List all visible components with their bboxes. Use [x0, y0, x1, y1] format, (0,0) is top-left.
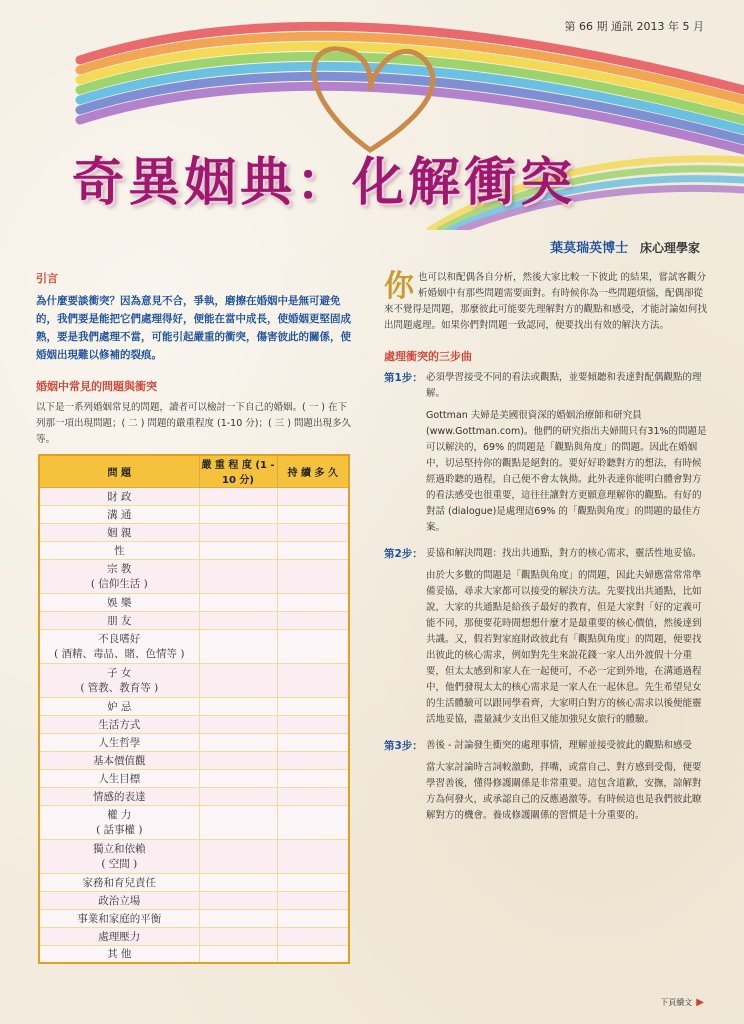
issue-cell — [39, 805, 199, 839]
issue-line: 子 女 — [107, 667, 132, 679]
duration-cell[interactable] — [277, 805, 349, 839]
author-role: 床心理學家 — [639, 241, 700, 255]
duration-cell[interactable] — [277, 629, 349, 663]
severity-cell[interactable] — [199, 715, 277, 733]
severity-cell[interactable] — [199, 611, 277, 629]
issue-line: 獨立和依賴 — [93, 843, 146, 855]
issue-cell — [39, 559, 199, 593]
issue-line: 溝 通 — [107, 508, 132, 521]
intro-heading: 引言 — [36, 272, 58, 285]
issue-line: 其 他 — [107, 948, 132, 961]
duration-cell[interactable] — [277, 839, 349, 873]
table-row — [39, 541, 349, 559]
step-3-text: 善後 - 討論發生衝突的處理事情，理解並接受彼此的觀點和感受 — [426, 740, 692, 751]
table-header-issue: 問 題 — [39, 455, 199, 487]
issue-line: ( 信仰生活 ) — [90, 578, 148, 590]
severity-cell[interactable] — [199, 769, 277, 787]
table-header-duration: 持 續 多 久 — [277, 455, 349, 487]
step-2 — [384, 546, 710, 562]
duration-cell[interactable] — [277, 733, 349, 751]
step-1-text: 必須學習接受不同的看法或觀點，並要傾聽和表達對配偶觀點的理解。 — [426, 372, 702, 399]
issue-cell — [39, 839, 199, 873]
severity-cell[interactable] — [199, 487, 277, 505]
issue-cell — [39, 715, 199, 733]
step-2-detail: 由於大多數的問題是「觀點與角度」的問題，因此夫婦應當常常準備妥協，尋求大家都可以接受的解決方法。先要找出共通點，比如說，大家的共通點是給孩子最好的教育，但是大家對「好的定義可能不同，那便要花時間想想什麼才是最重要的核心價值，然後達到共識。又，假若對家庭財政彼此有「觀點與角度」的問題，便要找出彼此的核心需求，例如對先生來說花錢一家人出外渡假十分重要，但太太感到和家人在一起便可，不必一定到外地，在溝通過程中，他們發現太太的核心需求是一家人在一起休息。先生希望兒女的生活體驗可以跟同學看齊，大家明白對方的核心需求以後便能靈活地妥協，盡量減少支出但又能加強兒女旅行的體驗。 — [426, 570, 702, 725]
duration-cell[interactable] — [277, 927, 349, 945]
step-1 — [384, 370, 710, 402]
duration-cell[interactable] — [277, 663, 349, 697]
issue-info: 第 66 期 通訊 2013 年 5 月 — [564, 20, 704, 33]
duration-cell[interactable] — [277, 523, 349, 541]
issue-line: 基本價值觀 — [93, 754, 146, 767]
continued-link[interactable] — [660, 997, 704, 1008]
issue-cell — [39, 541, 199, 559]
issue-cell — [39, 593, 199, 611]
severity-cell[interactable] — [199, 927, 277, 945]
issue-line: 朋 友 — [107, 614, 132, 627]
issue-line: 妒 忌 — [107, 700, 132, 713]
severity-cell[interactable] — [199, 787, 277, 805]
issue-line: 政治立場 — [98, 894, 141, 907]
issue-line: 不良嗜好 — [98, 633, 141, 645]
issue-line: 事業和家庭的平衡 — [77, 912, 162, 925]
duration-cell[interactable] — [277, 697, 349, 715]
common-text: 以下是一系列婚姻常見的問題，讀者可以檢討一下自己的婚姻。( 一 ) 在下列那一項出現問題；( 二 ) 問題的嚴重程度 (1-10 分)；( 三 ) 問題出現多久等。 — [36, 402, 351, 445]
issue-line: 財 政 — [107, 490, 132, 503]
issue-cell — [39, 663, 199, 697]
table-row — [39, 873, 349, 891]
severity-cell[interactable] — [199, 873, 277, 891]
intro-text: 為什麼要談衝突？因為意見不合，爭執，磨擦在婚姻中是無可避免的，我們要是能把它們處理得好，便能在當中成長，使婚姻更堅固成熟，要是我們處理不當，可能引起嚴重的衝突，傷害彼此的關係，使婚姻出現難以修補的裂痕。 — [36, 295, 351, 361]
table-row — [39, 559, 349, 593]
author-name: 葉莫瑞英博士 — [550, 241, 629, 256]
issue-cell — [39, 629, 199, 663]
issue-cell — [39, 611, 199, 629]
duration-cell[interactable] — [277, 715, 349, 733]
table-row — [39, 523, 349, 541]
severity-cell[interactable] — [199, 663, 277, 697]
issue-cell — [39, 697, 199, 715]
severity-cell[interactable] — [199, 505, 277, 523]
table-row — [39, 505, 349, 523]
table-row — [39, 751, 349, 769]
severity-cell[interactable] — [199, 733, 277, 751]
table-row — [39, 487, 349, 505]
issue-line: 情感的表達 — [93, 790, 146, 803]
issues-table — [38, 454, 350, 964]
issue-cell — [39, 891, 199, 909]
right-column — [384, 270, 710, 834]
issue-line: 生活方式 — [98, 718, 141, 731]
common-heading: 婚姻中常見的問題與衝突 — [36, 380, 157, 393]
duration-cell[interactable] — [277, 891, 349, 909]
step-2-label: 第2步： — [384, 548, 423, 560]
issue-cell — [39, 909, 199, 927]
table-row — [39, 945, 349, 963]
duration-cell[interactable] — [277, 541, 349, 559]
step-2-text: 妥協和解決問題：找出共通點，對方的核心需求，靈活性地妥協。 — [426, 548, 702, 559]
issue-cell — [39, 769, 199, 787]
step-3-label: 第3步： — [384, 740, 423, 752]
step-3-detail: 當大家討論時言詞較激動，拌嘴，或當自己、對方感到受傷，便要學習善後，懂得修護關係是非常重要。這包含道歉，安撫，諒解對方為何發火，或承認自己的反應過激等。有時候這也是我們彼此瞭解對方的機會。養成修護關係的習慣是十分重要的。 — [426, 762, 702, 821]
issue-line: 姻 親 — [107, 526, 132, 539]
severity-cell[interactable] — [199, 839, 277, 873]
duration-cell[interactable] — [277, 909, 349, 927]
issue-line: ( 酒精、毒品、賭、色情等 ) — [54, 648, 185, 660]
duration-cell[interactable] — [277, 505, 349, 523]
issue-cell — [39, 487, 199, 505]
duration-cell[interactable] — [277, 873, 349, 891]
table-row — [39, 891, 349, 909]
issue-line: ( 話事權 ) — [96, 824, 143, 836]
duration-cell[interactable] — [277, 593, 349, 611]
table-row — [39, 629, 349, 663]
table-row — [39, 927, 349, 945]
dropcap: 你 — [384, 269, 414, 304]
table-row — [39, 733, 349, 751]
table-row — [39, 787, 349, 805]
duration-cell[interactable] — [277, 945, 349, 963]
issues-table-body — [39, 487, 349, 963]
left-column — [36, 270, 354, 448]
table-row — [39, 909, 349, 927]
issue-cell — [39, 751, 199, 769]
issue-cell — [39, 733, 199, 751]
issue-line: ( 管教、教育等 ) — [80, 682, 159, 694]
issue-cell — [39, 505, 199, 523]
steps-heading: 處理衝突的三步曲 — [384, 350, 472, 363]
table-row — [39, 697, 349, 715]
duration-cell[interactable] — [277, 751, 349, 769]
severity-cell[interactable] — [199, 541, 277, 559]
duration-cell[interactable] — [277, 487, 349, 505]
step-3 — [384, 738, 710, 754]
duration-cell[interactable] — [277, 611, 349, 629]
issue-cell — [39, 945, 199, 963]
table-row — [39, 715, 349, 733]
arrow-right-icon: ▶ — [696, 997, 704, 1008]
table-row — [39, 611, 349, 629]
severity-cell[interactable] — [199, 593, 277, 611]
issue-line: 權 力 — [107, 809, 132, 821]
severity-cell[interactable] — [199, 559, 277, 593]
duration-cell[interactable] — [277, 559, 349, 593]
page-title: 奇異姻典：化解衝突 — [72, 152, 577, 213]
issue-line: ( 空間 ) — [101, 858, 138, 870]
severity-cell[interactable] — [199, 523, 277, 541]
step-1-label: 第1步： — [384, 372, 423, 384]
issue-cell — [39, 873, 199, 891]
issue-cell — [39, 927, 199, 945]
duration-cell[interactable] — [277, 769, 349, 787]
table-row — [39, 663, 349, 697]
severity-cell[interactable] — [199, 805, 277, 839]
severity-cell[interactable] — [199, 945, 277, 963]
severity-cell[interactable] — [199, 629, 277, 663]
severity-cell[interactable] — [199, 697, 277, 715]
table-row — [39, 593, 349, 611]
issue-line: 人生目標 — [98, 772, 141, 785]
issue-line: 處理壓力 — [98, 930, 141, 943]
issue-line: 宗 教 — [107, 563, 132, 575]
table-row — [39, 805, 349, 839]
table-row — [39, 769, 349, 787]
step-1-detail: Gottman 夫婦是美國很資深的婚姻治療師和研究員 (www.Gottman.com)。他們的研究指出夫婦間只有31%的問題是可以解決的，69% 的問題是「觀點與角度」的問題。因此在婚姻中，切忌堅持你的觀點是絕對的。要好好聆聽對方的想法，有時候經過聆聽的過程，自己便不會太執拗。此外表達你能明白體會對方的看法感受也很重要，這往往讓對方更願意理解你的觀點。有好的對話 (dialogue)是處理這69% 的「觀點與角度」的問題的最佳方案。 — [426, 410, 707, 533]
issue-line: 性 — [114, 544, 125, 557]
issue-cell — [39, 787, 199, 805]
issue-line: 娛 樂 — [107, 596, 132, 609]
issue-cell — [39, 523, 199, 541]
table-row — [39, 839, 349, 873]
severity-cell[interactable] — [199, 891, 277, 909]
opening-paragraph — [384, 270, 710, 334]
author-line — [550, 237, 700, 256]
table-header-severity: 嚴 重 程 度 (1 - 10 分) — [199, 455, 277, 487]
severity-cell[interactable] — [199, 751, 277, 769]
issue-line: 家務和育兒責任 — [82, 876, 156, 889]
issue-line: 人生哲學 — [98, 736, 141, 749]
continued-label: 下頁續文 — [660, 998, 693, 1007]
severity-cell[interactable] — [199, 909, 277, 927]
duration-cell[interactable] — [277, 787, 349, 805]
opening-text: 也可以和配偶各自分析，然後大家比較一下彼此 的結果，嘗試客觀分析婚姻中有那些問題需要面對。有時候你為一些問題煩惱，配偶卻從來不覺得是問題，那麼彼此可能要先理解對方的觀點和感受，才能討論如何找出問題處理。如果你們對問題一致認同，便要找出有效的解決方法。 — [384, 272, 708, 331]
